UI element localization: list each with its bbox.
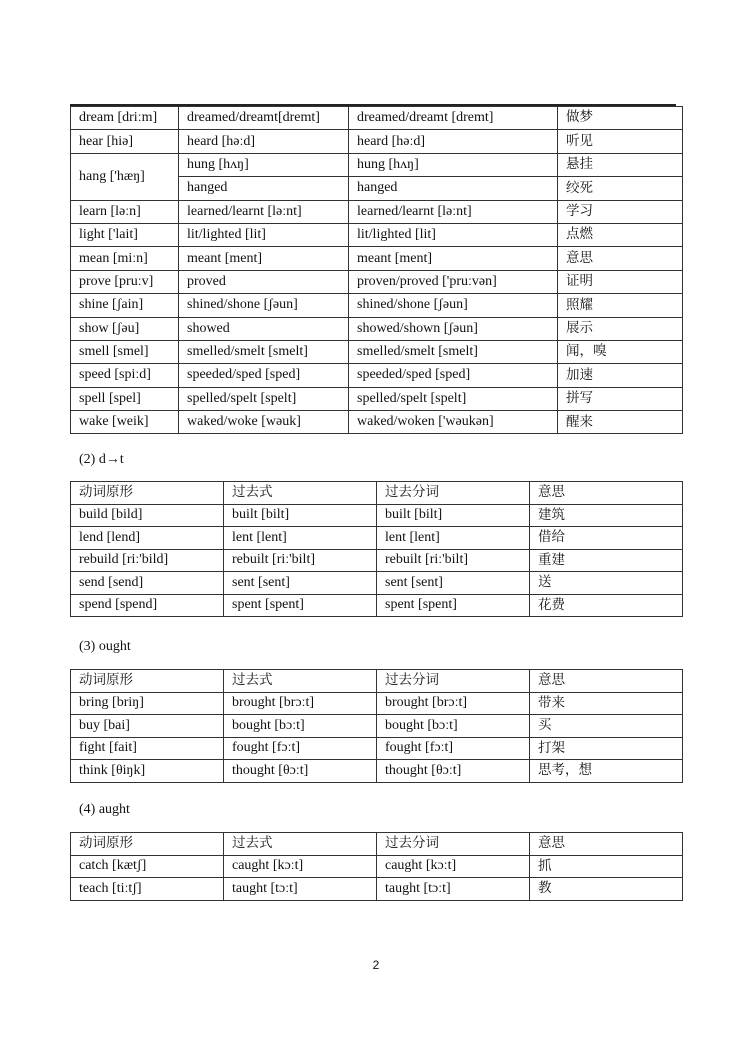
section-title-d-t: (2) d→t [79, 452, 124, 467]
verb-participle: lit/lighted [lit] [349, 223, 558, 246]
verb-base: show [ʃəu] [71, 317, 179, 340]
verb-base: bring [briŋ] [71, 692, 224, 715]
verb-participle: taught [tɔːt] [377, 878, 530, 901]
verb-past: showed [179, 317, 349, 340]
verb-past: meant [ment] [179, 247, 349, 270]
verb-table-aught [70, 832, 683, 901]
table-row [71, 317, 683, 340]
verb-participle: learned/learnt [ləːnt] [349, 200, 558, 223]
table-row [71, 270, 683, 293]
verb-meaning: 重建 [530, 549, 683, 572]
verb-past: built [bilt] [224, 504, 377, 527]
verb-participle: built [bilt] [377, 504, 530, 527]
verb-past: dreamed/dreamt[dremt] [179, 107, 349, 130]
table-row [71, 504, 683, 527]
verb-meaning: 学习 [558, 200, 683, 223]
verb-meaning: 照耀 [558, 294, 683, 317]
verb-past: proved [179, 270, 349, 293]
column-header: 意思 [530, 482, 683, 505]
column-header: 过去式 [224, 482, 377, 505]
table-row [71, 855, 683, 878]
verb-base: hear [hiə] [71, 130, 179, 153]
table-row [71, 130, 683, 153]
table-row [71, 692, 683, 715]
table-row [71, 760, 683, 783]
verb-base: smell [smel] [71, 340, 179, 363]
verb-base: mean [miːn] [71, 247, 179, 270]
verb-participle: waked/woken ['wəukən] [349, 411, 558, 434]
column-header: 动词原形 [71, 670, 224, 693]
verb-past: taught [tɔːt] [224, 878, 377, 901]
table-row [71, 549, 683, 572]
verb-meaning: 建筑 [530, 504, 683, 527]
verb-participle: proven/proved ['pruːvən] [349, 270, 558, 293]
table-row [71, 411, 683, 434]
table-header-row [71, 670, 683, 693]
verb-table-ought [70, 669, 683, 783]
verb-meaning: 点燃 [558, 223, 683, 246]
column-header: 过去分词 [377, 670, 530, 693]
column-header: 动词原形 [71, 833, 224, 856]
verb-base: prove [pruːv] [71, 270, 179, 293]
verb-meaning: 意思 [558, 247, 683, 270]
verb-past: lit/lighted [lit] [179, 223, 349, 246]
verb-participle: rebuilt [riː'bilt] [377, 549, 530, 572]
verb-past: speeded/sped [sped] [179, 364, 349, 387]
table-row [71, 715, 683, 738]
verb-past: bought [bɔːt] [224, 715, 377, 738]
verb-past: lent [lent] [224, 527, 377, 550]
column-header: 动词原形 [71, 482, 224, 505]
column-header: 过去式 [224, 833, 377, 856]
verb-base: spend [spend] [71, 594, 224, 617]
page-number: 2 [372, 958, 380, 972]
verb-participle: smelled/smelt [smelt] [349, 340, 558, 363]
column-header: 过去式 [224, 670, 377, 693]
verb-base: build [bild] [71, 504, 224, 527]
verb-participle: caught [kɔːt] [377, 855, 530, 878]
verb-base: send [send] [71, 572, 224, 595]
verb-participle: fought [fɔːt] [377, 737, 530, 760]
table-row [71, 153, 683, 176]
table-row [71, 387, 683, 410]
verb-past: spent [spent] [224, 594, 377, 617]
verb-participle: spent [spent] [377, 594, 530, 617]
verb-base: rebuild [riː'bild] [71, 549, 224, 572]
verb-participle: bought [bɔːt] [377, 715, 530, 738]
table-row [71, 200, 683, 223]
section-title-aught: (4) aught [79, 802, 130, 817]
verb-meaning: 加速 [558, 364, 683, 387]
table-row [71, 364, 683, 387]
verb-base: learn [ləːn] [71, 200, 179, 223]
verb-base: light ['lait] [71, 223, 179, 246]
verb-past: hanged [179, 177, 349, 200]
verb-participle: hanged [349, 177, 558, 200]
verb-past: thought [θɔːt] [224, 760, 377, 783]
verb-base: teach [tiːtʃ] [71, 878, 224, 901]
verb-participle: thought [θɔːt] [377, 760, 530, 783]
verb-past: heard [həːd] [179, 130, 349, 153]
verb-past: smelled/smelt [smelt] [179, 340, 349, 363]
verb-meaning: 打架 [530, 737, 683, 760]
verb-base: shine [ʃain] [71, 294, 179, 317]
verb-past: hung [hʌŋ] [179, 153, 349, 176]
verb-participle: hung [hʌŋ] [349, 153, 558, 176]
table-row [71, 340, 683, 363]
verb-meaning: 带来 [530, 692, 683, 715]
verb-participle: showed/shown [ʃəun] [349, 317, 558, 340]
verb-participle: heard [həːd] [349, 130, 558, 153]
verb-base: hang ['hæŋ] [71, 153, 179, 200]
table-header-row [71, 482, 683, 505]
verb-meaning: 听见 [558, 130, 683, 153]
verb-past: rebuilt [riː'bilt] [224, 549, 377, 572]
table-row [71, 737, 683, 760]
verb-meaning: 悬挂 [558, 153, 683, 176]
verb-meaning: 绞死 [558, 177, 683, 200]
verb-base: lend [lend] [71, 527, 224, 550]
verb-past: fought [fɔːt] [224, 737, 377, 760]
verb-past: sent [sent] [224, 572, 377, 595]
verb-base: spell [spel] [71, 387, 179, 410]
verb-past: learned/learnt [ləːnt] [179, 200, 349, 223]
verb-meaning: 展示 [558, 317, 683, 340]
column-header: 过去分词 [377, 833, 530, 856]
verb-base: fight [fait] [71, 737, 224, 760]
verb-meaning: 证明 [558, 270, 683, 293]
verb-participle: shined/shone [ʃəun] [349, 294, 558, 317]
verb-past: waked/woke [wəuk] [179, 411, 349, 434]
verb-past: brought [brɔːt] [224, 692, 377, 715]
table-row [71, 594, 683, 617]
verb-meaning: 买 [530, 715, 683, 738]
verb-meaning: 花费 [530, 594, 683, 617]
verb-participle: sent [sent] [377, 572, 530, 595]
verb-meaning: 教 [530, 878, 683, 901]
verb-past: spelled/spelt [spelt] [179, 387, 349, 410]
column-header: 过去分词 [377, 482, 530, 505]
verb-base: wake [weik] [71, 411, 179, 434]
verb-base: speed [spiːd] [71, 364, 179, 387]
verb-base: buy [bai] [71, 715, 224, 738]
table-header-row [71, 833, 683, 856]
verb-past: shined/shone [ʃəun] [179, 294, 349, 317]
table-row [71, 223, 683, 246]
verb-participle: brought [brɔːt] [377, 692, 530, 715]
table-row [71, 572, 683, 595]
verb-past: caught [kɔːt] [224, 855, 377, 878]
verb-participle: meant [ment] [349, 247, 558, 270]
verb-meaning: 醒来 [558, 411, 683, 434]
verb-participle: dreamed/dreamt [dremt] [349, 107, 558, 130]
verb-table-d-t [70, 481, 683, 617]
table-row [71, 107, 683, 130]
verb-base: think [θiŋk] [71, 760, 224, 783]
verb-meaning: 送 [530, 572, 683, 595]
column-header: 意思 [530, 670, 683, 693]
verb-table-1 [70, 106, 683, 434]
verb-participle: spelled/spelt [spelt] [349, 387, 558, 410]
verb-participle: speeded/sped [sped] [349, 364, 558, 387]
verb-meaning: 抓 [530, 855, 683, 878]
table-row [71, 527, 683, 550]
verb-meaning: 借给 [530, 527, 683, 550]
table-row [71, 294, 683, 317]
verb-meaning: 闻，嗅 [558, 340, 683, 363]
section-title-ought: (3) ought [79, 639, 131, 654]
verb-base: catch [kætʃ] [71, 855, 224, 878]
verb-meaning: 做梦 [558, 107, 683, 130]
column-header: 意思 [530, 833, 683, 856]
verb-meaning: 思考，想 [530, 760, 683, 783]
verb-base: dream [driːm] [71, 107, 179, 130]
table-row [71, 878, 683, 901]
table-row [71, 247, 683, 270]
verb-participle: lent [lent] [377, 527, 530, 550]
verb-meaning: 拼写 [558, 387, 683, 410]
